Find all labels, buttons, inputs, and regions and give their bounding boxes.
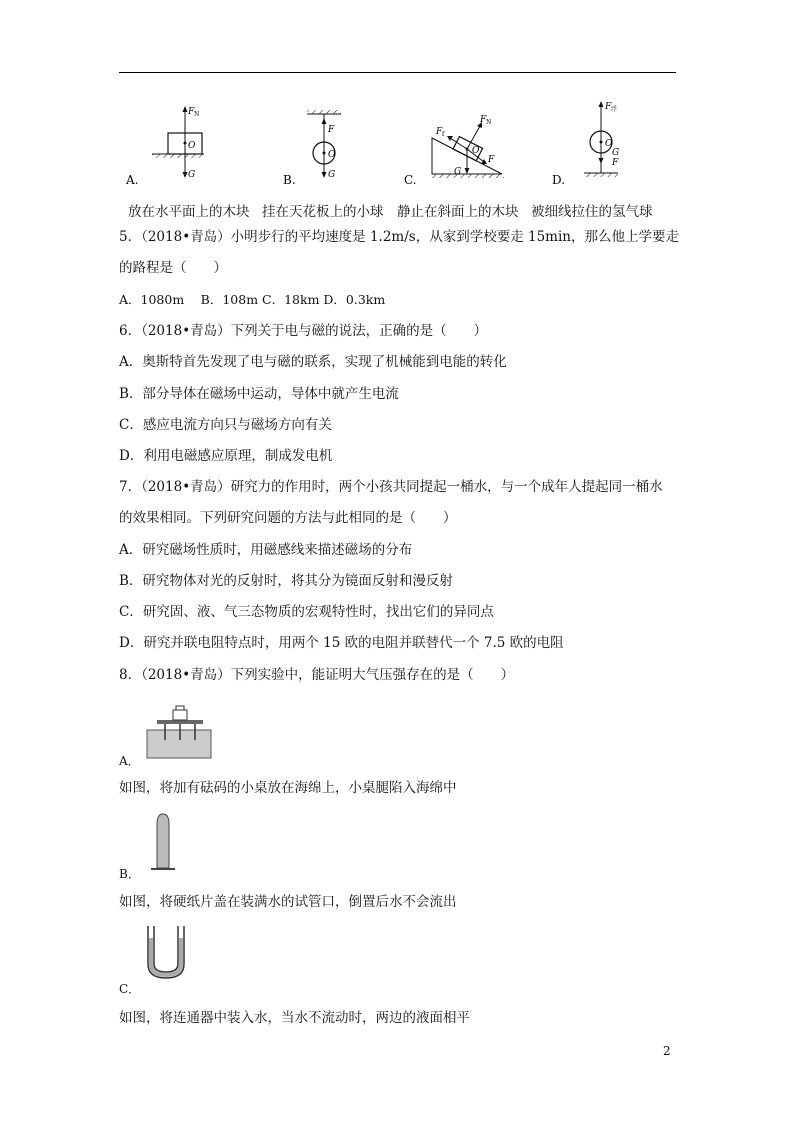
caption-a: 放在水平面上的木块 bbox=[128, 204, 250, 220]
label-fn: F bbox=[188, 107, 195, 117]
label-o: O bbox=[188, 141, 196, 151]
label-f: F bbox=[612, 158, 619, 168]
q8-option-c-letter: C． bbox=[119, 982, 141, 996]
q8-option-b-text: 如图，将硬纸片盖在装满水的试管口，倒置后水不会流出 bbox=[119, 894, 457, 910]
figure-balloon-on-string bbox=[548, 95, 638, 190]
q6-option-c: C．感应电流方向只与磁场方向有关 bbox=[119, 417, 332, 433]
label-g: G bbox=[612, 148, 620, 158]
q6-option-a: A．奥斯特首先发现了电与磁的联系，实现了机械能到电能的转化 bbox=[119, 354, 507, 370]
q7-stem-line2: 的效果相同。下列研究问题的方法与此相同的是（ ） bbox=[119, 510, 457, 526]
option-letter: D. bbox=[552, 173, 566, 187]
label-fn: F bbox=[480, 115, 487, 125]
figure-table-on-sponge bbox=[145, 700, 215, 760]
label-o: O bbox=[472, 146, 480, 156]
label-ff: F bbox=[605, 102, 612, 112]
label-ff-sub: 浮 bbox=[611, 106, 618, 113]
label-f: F bbox=[328, 125, 335, 135]
label-g: G bbox=[454, 167, 462, 177]
label-g: G bbox=[328, 170, 336, 180]
label-g: G bbox=[188, 170, 196, 180]
q8-stem: 8．（2018•青岛）下列实验中，能证明大气压强存在的是（ ） bbox=[119, 667, 515, 683]
q8-option-b-letter: B． bbox=[119, 867, 140, 881]
figure-block-on-table bbox=[122, 100, 212, 190]
label-fn-sub: N bbox=[194, 111, 200, 118]
option-letter: A. bbox=[126, 173, 139, 187]
figure-ball-on-ceiling bbox=[283, 100, 373, 190]
q8-option-c-text: 如图，将连通器中装入水，当水不流动时，两边的液面相平 bbox=[119, 1010, 470, 1026]
option-letter: C. bbox=[404, 173, 417, 187]
q5-stem-line1: 5．（2018•青岛）小明步行的平均速度是 1.2m/s，从家到学校要走 15min，那么他上学要走 bbox=[119, 229, 679, 245]
q7-stem-line1: 7．（2018•青岛）研究力的作用时，两个小孩共同提起一桶水，与一个成年人提起同一桶水 bbox=[119, 479, 663, 495]
page-number: 2 bbox=[663, 1044, 671, 1058]
label-fn-sub: N bbox=[486, 119, 492, 126]
q8-option-a-letter: A． bbox=[119, 754, 140, 768]
label-o: O bbox=[328, 150, 336, 160]
q7-option-c: C．研究固、液、气三态物质的宏观特性时，找出它们的异同点 bbox=[119, 604, 494, 620]
q6-stem: 6．（2018•青岛）下列关于电与磁的说法，正确的是（ ） bbox=[119, 323, 488, 339]
q7-option-d: D．研究并联电阻特点时，用两个 15 欧的电阻并联替代一个 7.5 欧的电阻 bbox=[119, 635, 564, 651]
q8-option-a-text: 如图，将加有砝码的小桌放在海绵上，小桌腿陷入海绵中 bbox=[119, 780, 457, 796]
q5-stem-line2: 的路程是（ ） bbox=[119, 260, 227, 276]
caption-b: 挂在天花板上的小球 bbox=[262, 204, 384, 220]
caption-d: 被细线拉住的氢气球 bbox=[531, 204, 653, 220]
caption-c: 静止在斜面上的木块 bbox=[397, 204, 519, 220]
q6-option-d: D．利用电磁感应原理，制成发电机 bbox=[119, 448, 333, 464]
figure-u-tube-connector bbox=[140, 922, 200, 982]
q7-option-a: A．研究磁场性质时，用磁感线来描述磁场的分布 bbox=[119, 542, 413, 558]
q6-option-b: B．部分导体在磁场中运动，导体中就产生电流 bbox=[119, 386, 399, 402]
header-rule bbox=[119, 72, 676, 73]
label-f: F bbox=[488, 155, 495, 165]
figure-block-on-incline bbox=[404, 100, 509, 190]
figure-inverted-test-tube bbox=[145, 812, 195, 872]
option-letter: B. bbox=[283, 173, 296, 187]
q7-option-b: B．研究物体对光的反射时，将其分为镜面反射和漫反射 bbox=[119, 573, 453, 589]
label-o: O bbox=[605, 139, 613, 149]
q5-options: A．1080m B．108m C．18km D．0.3km bbox=[119, 292, 386, 307]
label-ff: F bbox=[436, 127, 443, 137]
label-ff-sub: f bbox=[442, 131, 445, 138]
